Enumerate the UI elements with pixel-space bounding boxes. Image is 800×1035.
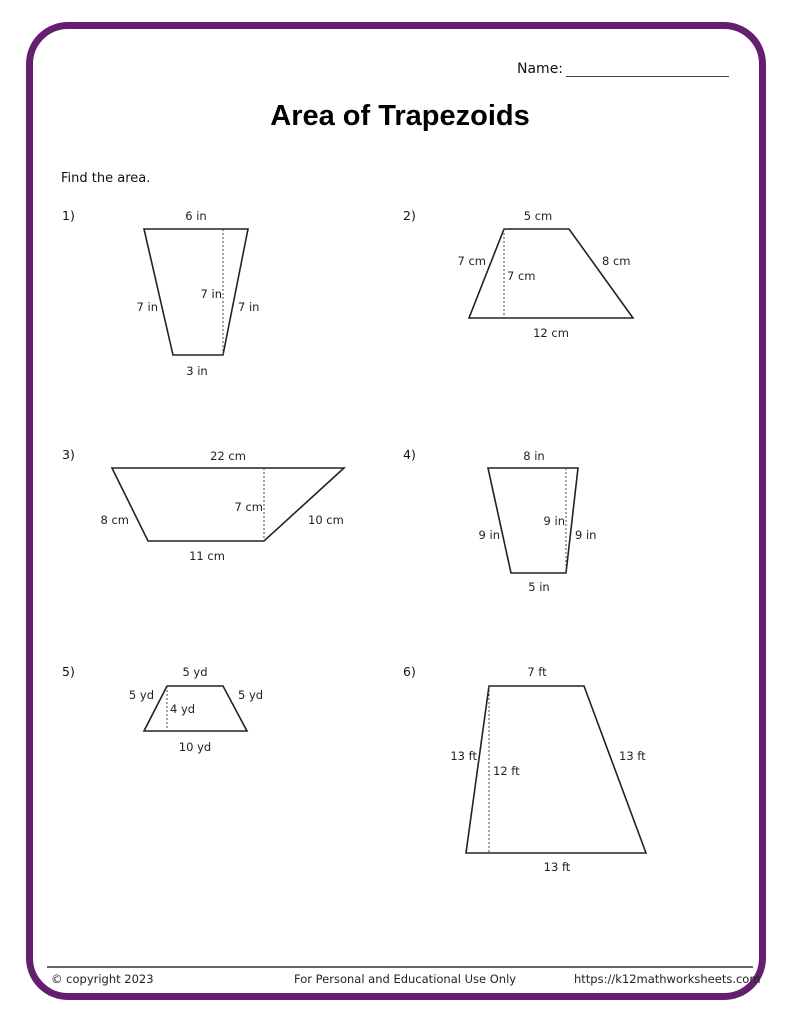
problem-3-trapezoid [101, 449, 345, 563]
problem-5-number: 5) [62, 664, 75, 679]
problem-1-bottom-label: 3 in [186, 364, 208, 378]
problem-4-right-label: 9 in [575, 528, 597, 542]
problem-3-height-label: 7 cm [234, 500, 263, 514]
problem-2-left-label: 7 cm [457, 254, 486, 268]
footer-usage-note: For Personal and Educational Use Only [294, 972, 517, 986]
problem-5-left-label: 5 yd [128, 688, 154, 702]
problem-5-trapezoid [129, 665, 263, 754]
problem-6-bottom-label: 13 ft [543, 860, 571, 874]
problem-1-trapezoid [137, 209, 260, 378]
page-title: Area of Trapezoids [270, 100, 530, 132]
problem-4-number: 4) [403, 447, 416, 462]
problem-5-bottom-label: 10 yd [178, 740, 212, 754]
problem-4-bottom-label: 5 in [528, 580, 550, 594]
problem-3-number: 3) [62, 447, 75, 462]
footer-copyright: © copyright 2023 [51, 972, 154, 986]
footer-website-link[interactable]: https://k12mathworksheets.com [574, 972, 761, 986]
problem-5-top-label: 5 yd [182, 665, 208, 679]
problem-6-number: 6) [403, 664, 416, 679]
problem-6-height-label: 12 ft [493, 764, 520, 778]
problem-3-left-label: 8 cm [100, 513, 129, 527]
problem-2-bottom-label: 12 cm [533, 326, 569, 340]
problem-1-right-label: 7 in [238, 300, 260, 314]
problem-1-top-label: 6 in [185, 209, 207, 223]
problem-3-top-label: 22 cm [210, 449, 246, 463]
problem-2-number: 2) [403, 208, 416, 223]
problem-3-bottom-label: 11 cm [189, 549, 225, 563]
problem-6-top-label: 7 ft [527, 665, 547, 679]
problem-2-right-label: 8 cm [602, 254, 631, 268]
name-label: Name: [517, 61, 564, 77]
problem-1-number: 1) [62, 208, 75, 223]
problem-4-top-label: 8 in [523, 449, 545, 463]
problem-4-left-label: 9 in [478, 528, 500, 542]
problem-5-height-label: 4 yd [170, 702, 196, 716]
problem-2-height-label: 7 cm [507, 269, 536, 283]
problem-6-left-label: 13 ft [450, 749, 477, 763]
problem-4-height-label: 9 in [543, 514, 565, 528]
instruction-text: Find the area. [61, 171, 151, 186]
problem-2-trapezoid [458, 209, 634, 340]
problem-1-left-label: 7 in [136, 300, 158, 314]
footer-divider [47, 966, 753, 968]
problem-4-trapezoid [479, 449, 597, 594]
problem-1-height-label: 7 in [200, 287, 222, 301]
problem-3-right-label: 10 cm [308, 513, 344, 527]
problem-6-right-label: 13 ft [619, 749, 646, 763]
problem-6-trapezoid [450, 665, 646, 874]
problem-5-right-label: 5 yd [238, 688, 264, 702]
problem-2-top-label: 5 cm [523, 209, 553, 223]
